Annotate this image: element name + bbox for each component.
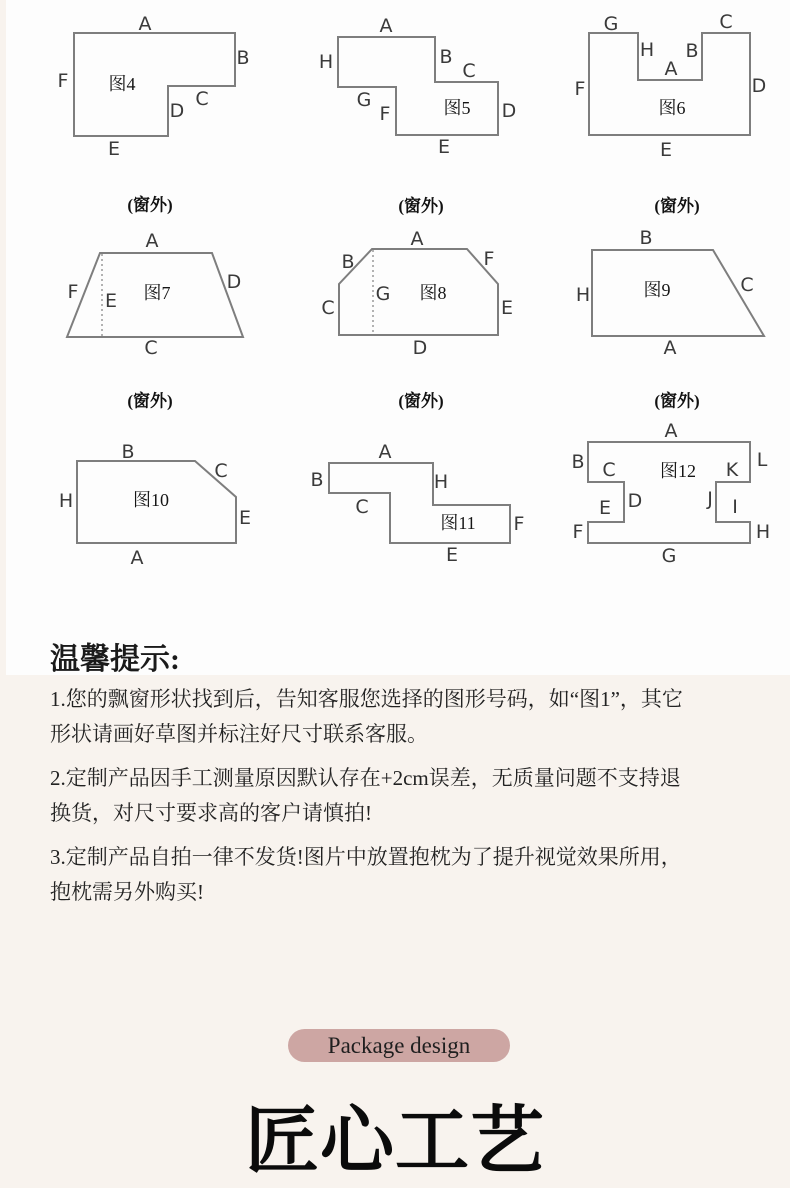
fig10-label-h: H: [58, 490, 74, 512]
fig9-title: 图9: [643, 280, 671, 300]
fig5-shape: [338, 37, 498, 135]
fig4-shape: [74, 33, 235, 136]
fig8-label-a: A: [410, 228, 424, 250]
fig5-title: 图5: [443, 98, 471, 118]
fig12-label-b: B: [571, 451, 585, 473]
fig8-window-note: (窗外): [398, 196, 444, 216]
fig4-label-e: E: [107, 138, 121, 160]
fig10-window-note: (窗外): [127, 391, 173, 411]
fig12-label-c: C: [602, 459, 616, 481]
fig5-label-e: E: [437, 136, 451, 158]
fig4-label-c: C: [195, 88, 209, 110]
fig5-label-h: H: [318, 51, 334, 73]
fig9-label-a: A: [663, 337, 677, 359]
figure-10: [59, 391, 251, 570]
figure-11: [310, 391, 524, 567]
fig6-shape: [589, 33, 750, 135]
fig11-label-e: E: [445, 544, 459, 566]
fig4-label-b: B: [236, 47, 250, 69]
fig12-label-i: I: [732, 496, 738, 518]
figure-9: [576, 196, 764, 360]
figure-4: [58, 13, 250, 160]
fig5-label-d: D: [501, 100, 517, 122]
tip-1-line-1: 1.您的飘窗形状找到后，告知客服您选择的图形号码，如“图1”，其它: [50, 687, 683, 711]
fig4-label-a: A: [138, 13, 152, 35]
fig8-title: 图8: [419, 283, 447, 303]
tips-heading: 温馨提示:: [50, 643, 180, 676]
fig9-label-b: B: [639, 227, 653, 249]
fig11-label-b: B: [310, 469, 324, 491]
fig5-label-a: A: [379, 15, 393, 37]
fig11-window-note: (窗外): [398, 391, 444, 411]
fig4-label-d: D: [169, 100, 185, 122]
fig11-label-h: H: [433, 471, 449, 493]
fig7-label-a: A: [145, 230, 159, 252]
fig12-label-f: F: [572, 521, 584, 543]
package-design-badge: Package design: [288, 1029, 510, 1062]
fig9-shape: [592, 250, 764, 336]
fig7-window-note: (窗外): [127, 195, 173, 215]
fig12-label-l: L: [756, 449, 768, 471]
fig8-label-b: B: [341, 251, 355, 273]
fig8-shape: [339, 249, 498, 335]
tip-3-line-2: 抱枕需另外购买!: [50, 880, 204, 904]
fig6-label-c: C: [719, 11, 733, 33]
fig12-label-d: D: [627, 490, 643, 512]
fig12-label-e: E: [598, 497, 612, 519]
fig8-label-g: G: [375, 283, 391, 305]
fig10-label-a: A: [130, 547, 144, 569]
fig6-label-b: B: [685, 40, 699, 62]
fig5-label-b: B: [439, 46, 453, 68]
fig4-label-f: F: [57, 70, 69, 92]
fig8-label-e: E: [500, 297, 514, 319]
fig11-label-f: F: [513, 513, 525, 535]
figure-6: [575, 11, 767, 161]
fig6-label-e: E: [659, 139, 673, 161]
fig9-window-note: (窗外): [654, 196, 700, 216]
tip-2-line-1: 2.定制产品因手工测量原因默认存在+2cm误差，无质量问题不支持退: [50, 766, 681, 790]
fig10-title: 图10: [133, 490, 169, 510]
fig7-label-f: F: [67, 281, 79, 303]
figure-8: [321, 196, 513, 360]
fig7-label-c: C: [144, 337, 158, 359]
fig11-title: 图11: [440, 513, 476, 533]
fig12-label-g: G: [661, 545, 677, 567]
fig12-window-note: (窗外): [654, 391, 700, 411]
tip-item-2: [50, 761, 765, 831]
fig5-label-g: G: [356, 89, 372, 111]
fig12-shape: [588, 442, 750, 543]
fig6-label-a: A: [664, 58, 678, 80]
fig12-label-j: J: [707, 488, 713, 510]
tips-section: [50, 682, 765, 919]
tip-3-line-1: 3.定制产品自拍一律不发货!图片中放置抱枕为了提升视觉效果所用，: [50, 845, 682, 869]
figure-5: [319, 15, 516, 158]
fig12-title: 图12: [660, 461, 696, 481]
fig10-label-e: E: [238, 507, 252, 529]
fig4-title: 图4: [108, 74, 136, 94]
figure-7: [67, 195, 243, 360]
fig5-label-f: F: [379, 103, 391, 125]
fig6-label-g: G: [603, 13, 619, 35]
fig12-label-h: H: [755, 521, 771, 543]
tip-2-line-2: 换货，对尺寸要求高的客户请慎拍!: [50, 801, 372, 825]
fig6-label-f: F: [574, 78, 586, 100]
tip-1-line-2: 形状请画好草图并标注好尺寸联系客服。: [50, 722, 428, 746]
fig5-label-c: C: [462, 60, 476, 82]
fig6-title: 图6: [658, 98, 686, 118]
fig7-label-e: E: [104, 290, 118, 312]
fig8-label-d: D: [412, 337, 428, 359]
fig7-title: 图7: [143, 283, 171, 303]
fig11-label-a: A: [378, 441, 392, 463]
fig7-label-d: D: [226, 271, 242, 293]
fig6-label-h: H: [639, 39, 655, 61]
fig10-label-b: B: [121, 441, 135, 463]
fig10-label-c: C: [214, 460, 228, 482]
tip-item-1: [50, 682, 765, 752]
fig8-label-c: C: [321, 297, 335, 319]
fig9-label-h: H: [575, 284, 591, 306]
tip-item-3: [50, 840, 765, 910]
craftsmanship-title: 匠心工艺: [245, 1101, 545, 1183]
fig8-label-f: F: [483, 248, 495, 270]
fig9-label-c: C: [740, 274, 754, 296]
fig12-label-k: K: [725, 459, 739, 481]
fig12-label-a: A: [664, 420, 678, 442]
fig11-label-c: C: [355, 496, 369, 518]
fig6-label-d: D: [751, 75, 767, 97]
figure-12: [571, 391, 770, 568]
